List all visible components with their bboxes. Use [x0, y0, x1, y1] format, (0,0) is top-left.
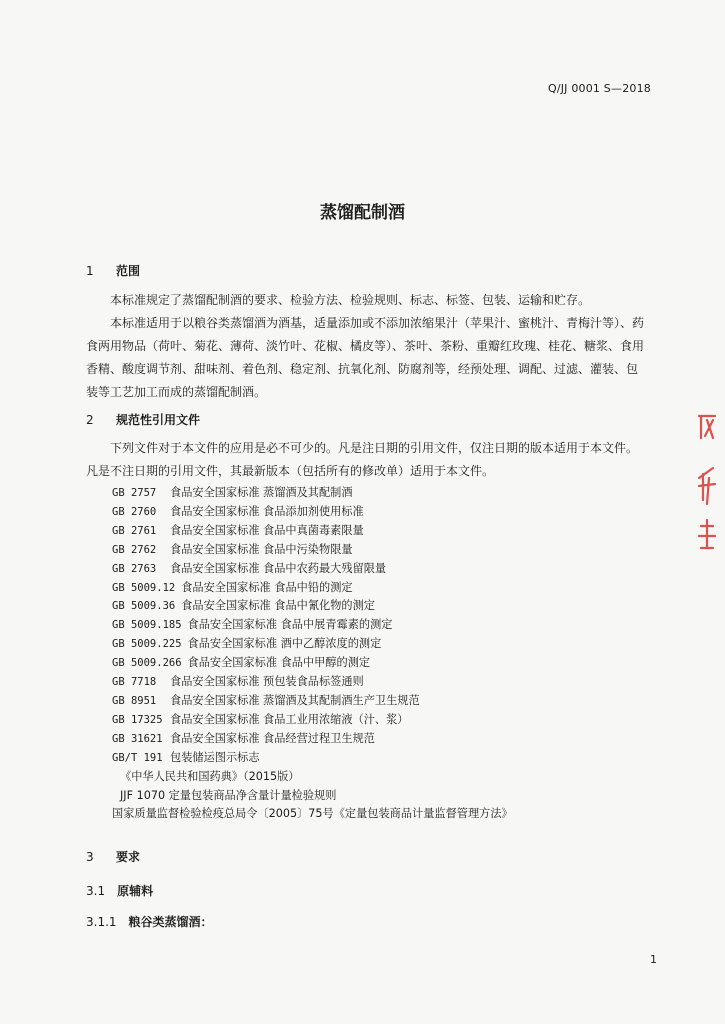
stamp-marks [693, 408, 719, 568]
section-number: 2 [86, 413, 94, 427]
reference-item: GB 5009.225 食品安全国家标准 酒中乙醇浓度的测定 [112, 637, 382, 651]
reference-item: GB/T 191 包装储运图示标志 [112, 750, 260, 764]
reference-item: GB 2757 食品安全国家标准 蒸馏酒及其配制酒 [112, 486, 353, 499]
scope-text [86, 289, 646, 404]
subsection-3-1-heading: 3.1 原辅料 [86, 884, 154, 898]
reference-item: GB 17325 食品安全国家标准 食品工业用浓缩液（汁、浆） [112, 712, 409, 726]
reference-item: GB 8951 食品安全国家标准 蒸馏酒及其配制酒生产卫生规范 [112, 693, 420, 707]
subsection-3-1-1-heading: 3.1.1 粮谷类蒸馏酒： [86, 915, 213, 929]
refs-intro-paragraph: 下列文件对于本文件的应用是必不可少的。凡是注日期的引用文件，仅注日期的版本适用于本文件。凡是不注日期的引用文件，其最新版本（包括所有的修改单）适用于本文件。 [86, 441, 639, 478]
reference-item-jjf: JJF 1070 定量包装商品净含量计量检验规则 [120, 788, 337, 802]
section-2-heading [86, 411, 200, 428]
section-number: 1 [86, 264, 94, 278]
document-title: 蒸馏配制酒 [320, 203, 405, 223]
reference-item-pharmacopoeia: 《中华人民共和国药典》（2015版） [120, 769, 300, 783]
reference-item: GB 2762 食品安全国家标准 食品中污染物限量 [112, 542, 353, 556]
seal-stamp-fragment [693, 408, 719, 568]
scope-paragraph-1: 本标准规定了蒸馏配制酒的要求、检验方法、检验规则、标志、标签、包装、运输和贮存。 [110, 293, 591, 307]
reference-item: GB 2761 食品安全国家标准 食品中真菌毒素限量 [112, 523, 364, 537]
section-title: 要求 [116, 850, 141, 864]
reference-item: GB 7718 食品安全国家标准 预包装食品标签通则 [112, 675, 364, 689]
section-3-heading [86, 848, 140, 865]
reference-item: GB 5009.185 食品安全国家标准 食品中展青霉素的测定 [112, 618, 393, 632]
reference-item: GB 2760 食品安全国家标准 食品添加剂使用标准 [112, 504, 364, 518]
reference-item: GB 5009.12 食品安全国家标准 食品中铅的测定 [112, 580, 353, 594]
reference-item: GB 5009.266 食品安全国家标准 食品中甲醇的测定 [112, 656, 371, 670]
reference-item: GB 2763 食品安全国家标准 食品中农药最大残留限量 [112, 561, 387, 575]
reference-list [112, 484, 513, 824]
reference-item-decree: 国家质量监督检验检疫总局令〔2005〕75号《定量包装商品计量监督管理方法》 [112, 807, 513, 821]
scope-paragraph-2: 本标准适用于以粮谷类蒸馏酒为酒基，适量添加或不添加浓缩果汁（苹果汁、蜜桃汁、青梅汁等）、药食两用物品（荷叶、菊花、薄荷、淡竹叶、花椒、橘皮等）、茶叶、茶粉、重瓣红玫瑰、桂花、糖浆、食用香精、酸度调节剂、甜味剂、着色剂、稳定剂、抗氧化剂、防腐剂等，经预处理、调配、过滤、灌装、包装等工艺加工而成的蒸馏配制酒。 [86, 316, 645, 399]
page-number: 1 [650, 953, 657, 966]
section-title: 范围 [116, 264, 141, 278]
refs-intro [86, 437, 646, 483]
reference-item: GB 5009.36 食品安全国家标准 食品中氰化物的测定 [112, 599, 375, 613]
reference-item: GB 31621 食品安全国家标准 食品经营过程卫生规范 [112, 731, 375, 745]
standard-code: Q/JJ 0001 S—2018 [547, 82, 651, 95]
section-number: 3 [86, 850, 94, 864]
section-1-heading [86, 262, 140, 279]
section-title: 规范性引用文件 [116, 413, 201, 427]
